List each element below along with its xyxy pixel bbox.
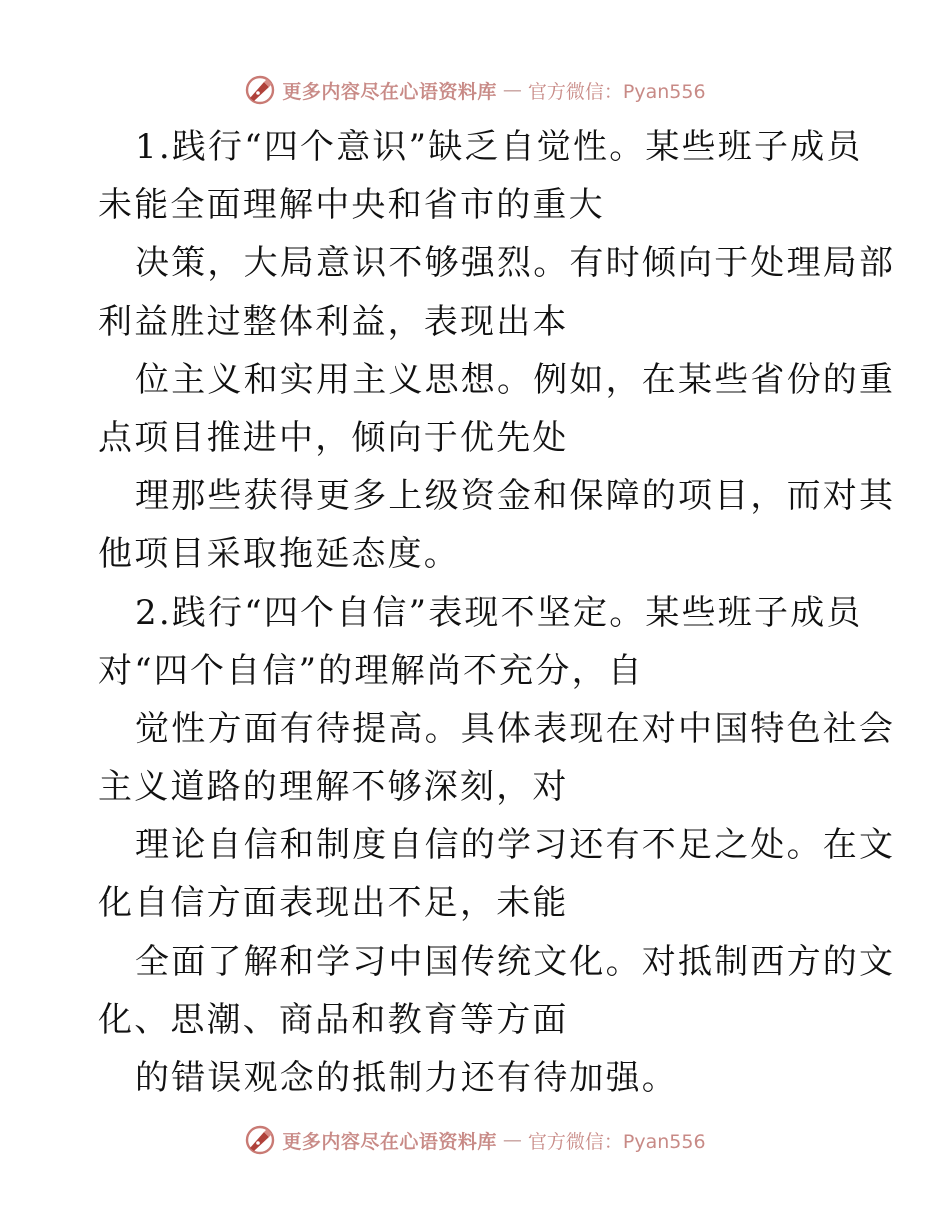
text-line: 全面了解和学习中国传统文化。对抵制西方的文 xyxy=(135,941,896,982)
pen-nib-logo-icon xyxy=(244,74,276,106)
text-line: 未能全面理解中央和省市的重大 xyxy=(98,185,605,226)
text-line: 理那些获得更多上级资金和保障的项目，而对其 xyxy=(135,476,896,517)
text-line: 理论自信和制度自信的学习还有不足之处。在文 xyxy=(135,825,896,866)
document-body xyxy=(98,118,896,1107)
header-watermark xyxy=(0,72,950,108)
watermark-separator: — xyxy=(502,79,522,101)
text-line: 对“四个自信”的理解尚不充分，自 xyxy=(98,650,644,691)
text-line: 决策，大局意识不够强烈。有时倾向于处理局部 xyxy=(135,243,896,284)
text-line: 2.践行“四个自信”表现不坚定。某些班子成员 xyxy=(135,592,863,633)
text-line: 利益胜过整体利益，表现出本 xyxy=(98,301,569,342)
watermark-text: 更多内容尽在心语资料库 xyxy=(282,1130,497,1153)
text-line: 的错误观念的抵制力还有待加强。 xyxy=(135,1058,678,1098)
text-line: 化、思潮、商品和教育等方面 xyxy=(98,999,569,1040)
text-line: 化自信方面表现出不足，未能 xyxy=(98,883,569,924)
watermark-text: 更多内容尽在心语资料库 xyxy=(282,80,497,103)
text-line: 点项目推进中，倾向于优先处 xyxy=(98,417,569,458)
text-line: 1.践行“四个意识”缺乏自觉性。某些班子成员 xyxy=(135,127,863,167)
text-line: 主义道路的理解不够深刻，对 xyxy=(98,767,569,808)
text-line: 位主义和实用主义思想。例如，在某些省份的重 xyxy=(135,359,896,400)
watermark-separator: — xyxy=(502,1129,522,1151)
pen-nib-logo-icon xyxy=(244,1124,276,1156)
text-line: 他项目采取拖延态度。 xyxy=(98,534,460,575)
watermark-wechat: 官方微信：Pyan556 xyxy=(527,80,706,103)
text-line: 觉性方面有待提高。具体表现在对中国特色社会 xyxy=(135,708,896,749)
footer-watermark xyxy=(0,1122,950,1158)
watermark-wechat: 官方微信：Pyan556 xyxy=(527,1130,706,1153)
